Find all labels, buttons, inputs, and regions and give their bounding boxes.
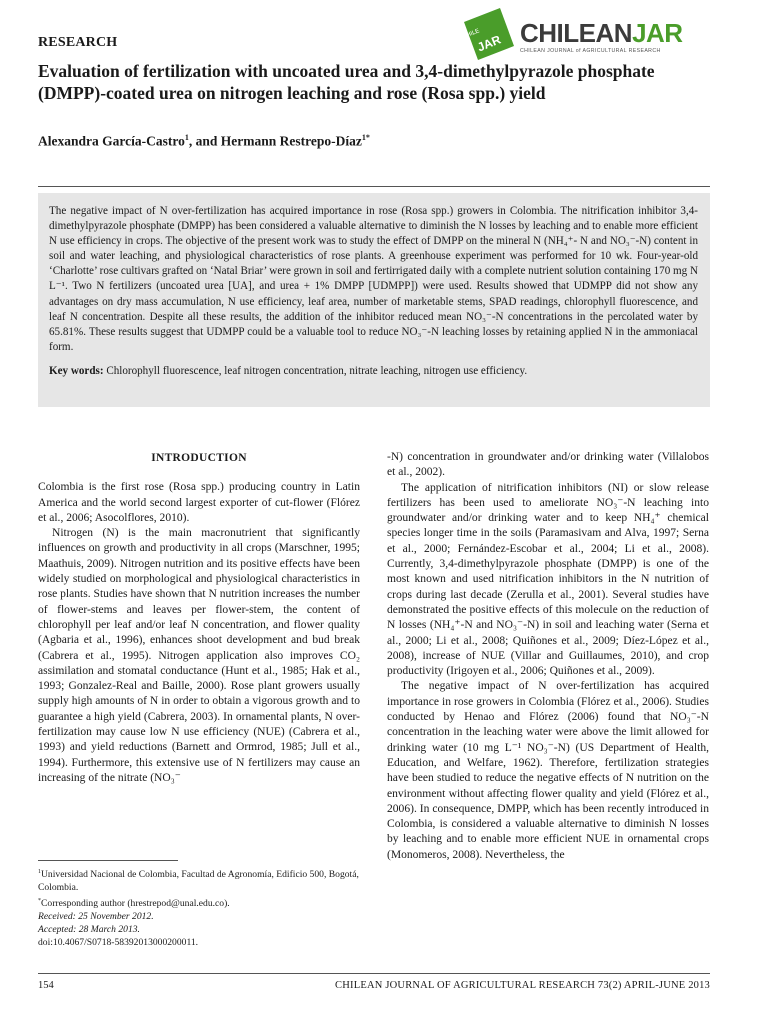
footer-divider — [38, 973, 710, 974]
article-title: Evaluation of fertilization with uncoated urea and 3,4-dimethylpyrazole phosphate (DMPP)-coated urea on nitrogen leaching and rose (Rosa spp.) yield — [38, 61, 655, 103]
accepted-date: Accepted: 28 March 2013. — [38, 924, 140, 936]
paragraph: Nitrogen (N) is the main macronutrient that significantly influences on growth and productivity in all crops (Marschner, 1995; Maathuis, 2009). Nitrogen nutrition and its positive effects have been widely studied on morphological and physiological characteristics in rose plants. Studies have shown that N nutrition increases the number of flower-stems and leaves per flower-stem, the content of chlorophyll per leaf and/or leaf N concentration, and flower quality (Agbaria et al., 1996), enhances shoot development and bud break (Cabrera et al., 1995). Nitrogen application also improves CO₂ assimilation and stomatal conductance (Hunt et al., 1985; Hak et al., 1993; Gonzalez-Real and Baille, 2000). Rose plant growers usually supply high amounts of N in order to obtain a vigorous growth and to guarantee a high yield (Cabrera, 2003). In ornamental plants, N over-fertilization may cause low N use efficiency (NUE) (Cabrera et al., 1993) and yield reductions (Barnett and Ormrod, 1985; Jull et al., 1994). Furthermore, this extensive use of N fertilizers may cause an increasing of the nitrate (NO₃⁻ — [38, 527, 360, 784]
section-label: RESEARCH — [38, 35, 118, 50]
right-column — [387, 450, 709, 863]
header-divider — [38, 186, 710, 187]
footnotes — [38, 866, 368, 950]
abstract-box — [38, 193, 710, 407]
paragraph: The negative impact of N over-fertilization has acquired importance in rose growers in Colombia (Flórez et al., 2006). Studies conducted by Henao and Flórez (2006) found that NO₃⁻-N concentration in the leaching water were above the limit allowed for drinking water (10 mg L⁻¹ NO₃⁻-N) (US Department of Health, Education, and Welfare, 1962). Therefore, fertilization strategies have been studied to reduce the negative effects of N nutrition on the environment without affecting flower quality and yield (Flórez et al., 2006). In consequence, DMPP, which has been recently introduced in Colombia, is considered a valuable alternative to diminish N losses by leaching and to enable more efficient NUE in ornamental crops (Monomeros, 2008). Nevertheless, the — [387, 680, 709, 861]
page-number: 154 — [38, 980, 54, 991]
svg-text:CHILE: CHILE — [461, 28, 481, 41]
author-1: Alexandra García-Castro — [38, 133, 185, 149]
corresponding-note: *Corresponding author (hrestrepod@unal.edu.co). — [38, 897, 230, 909]
footnote-divider — [38, 860, 178, 861]
author-2-affiliation: 1* — [361, 133, 370, 142]
keywords-label: Key words: — [49, 364, 104, 377]
logo-wordmark: CHILEANJAR — [520, 18, 683, 48]
left-column — [38, 450, 360, 786]
author-1-affiliation: 1 — [184, 133, 189, 142]
affiliation-note: $^1$Universidad Nacional de Colombia, Facultad de Agronomía, Edificio 500, Bogotá, Colombia. — [38, 869, 359, 894]
logo-subtitle: CHILEAN JOURNAL of AGRICULTURAL RESEARCH — [520, 48, 661, 54]
doi: doi:10.4067/S0718-58392013000200011. — [38, 937, 199, 949]
abstract-text: The negative impact of N over-fertilization has acquired importance in rose (Rosa spp.) growers in Colombia. The nitrification inhibitor 3,4-dimethylpyrazole phosphate (DMPP) has been considered a valuable alternative to diminish the N losses by leaching and to enable more efficient N use efficiency in crops. The objective of the present work was to study the effect of DMPP on the mineral N (NH₄⁺- N and NO₃⁻-N) content in soil and water leaching, and physiological characteristics of rose plants. A greenhouse experiment was performed for 10 wk. Four-year-old ‘Charlotte’ rose cultivars grafted on ‘Natal Briar’ were grown in soil and fertirrigated daily with a complete nutrient solution containing 170 mg N L⁻¹. Two N fertilizers (uncoated urea [UA], and urea + 1% DMPP [UDMPP]) were used. Results showed that UDMPP did not show any advantages on dry mass accumulation, N use efficiency, leaf area, number of marketable stems, SPAD readings, chlorophyll fluorescence, and leaf N concentration. Despite all these results, the addition of the inhibitor reduced mean NO₃⁻-N concentrations in the percolated water by 65.81%. These results suggest that UDMPP could be a valuable tool to reduce NO₃⁻-N leaching losses by retaining applied N in the ammoniacal form. — [49, 205, 698, 353]
paragraph: Colombia is the first rose (Rosa spp.) producing country in Latin America and the world second largest exporter of cut-flower (Flórez et al., 2006; Asocolflores, 2010). — [38, 481, 360, 524]
author-list — [38, 133, 370, 150]
section-heading-introduction: INTRODUCTION — [151, 452, 247, 464]
svg-text:JAR: JAR — [475, 32, 503, 55]
received-date: Received: 25 November 2012. — [38, 910, 154, 922]
author-separator: , and — [188, 133, 221, 149]
journal-citation: CHILEAN JOURNAL OF AGRICULTURAL RESEARCH 73(2) APRIL-JUNE 2013 — [335, 980, 710, 991]
journal-logo — [458, 8, 718, 60]
keywords — [49, 364, 698, 379]
paragraph: -N) concentration in groundwater and/or drinking water (Villalobos et al., 2002). — [387, 451, 709, 479]
logo-mark-icon — [458, 8, 514, 60]
author-2: Hermann Restrepo-Díaz — [220, 133, 362, 149]
keywords-list: Chlorophyll fluorescence, leaf nitrogen concentration, nitrate leaching, nitrogen use efficiency. — [103, 364, 528, 377]
paragraph: The application of nitrification inhibitors (NI) or slow release fertilizers has been used to ameliorate NO₃⁻-N leaching into groundwater and/or drinking water and to keep NH₄⁺ chemical species longer time in the soils (Paramasivam and Alva, 1997; Serna et al., 2000; Fernández-Escobar et al., 2004; Li et al., 2008). Currently, 3,4-dimethylpyrazole phosphate (DMPP) is one of the most known and used nitrification inhibitors in the N nutrition of crops during last decade (Zerulla et al., 2001). Several studies have demonstrated the positive effects of this molecule on the reduction of N losses (NH₄⁺-N and NO₃⁻-N) in soil and leaching water (Serna et al., 2000; Li et al., 2008; Quiñones et al., 2009; Díez-López et al., 2008), increase of NUE (Villar and Guillaumes, 2010), and crop productivity (Irigoyen et al., 2006; Quiñones et al., 2009). — [387, 481, 709, 678]
